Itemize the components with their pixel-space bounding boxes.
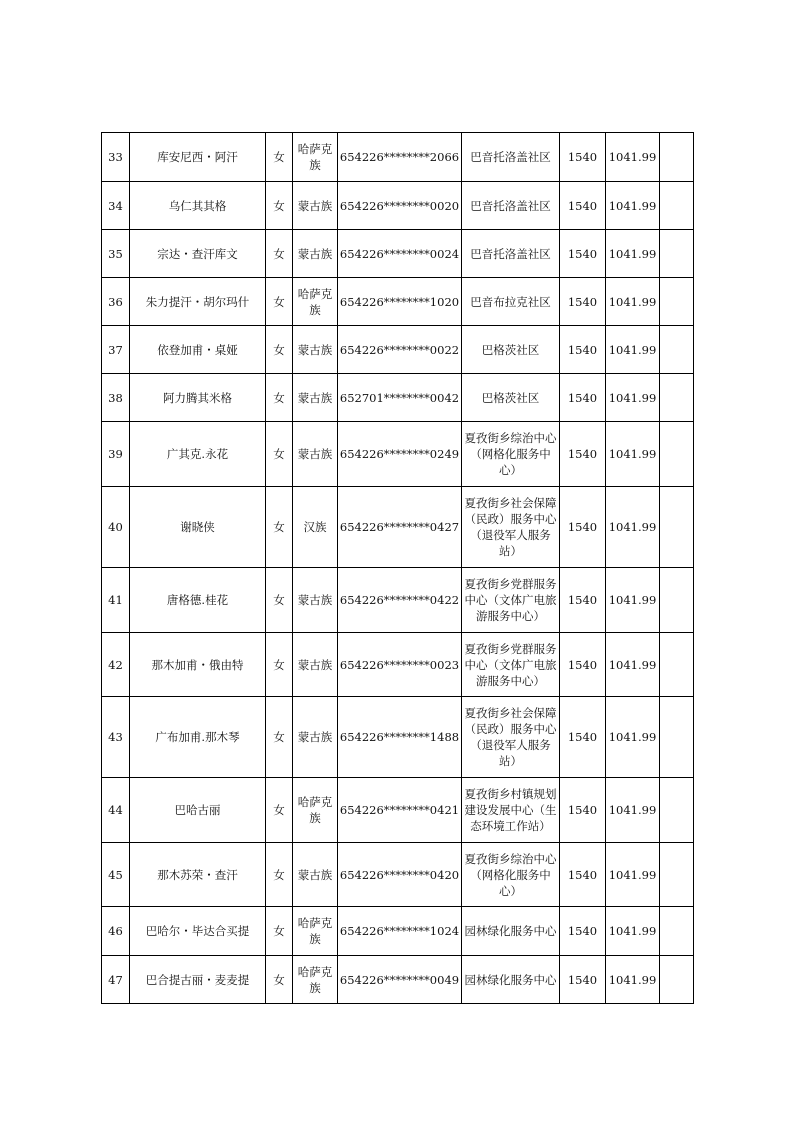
ethnicity-cell: 蒙古族 <box>293 326 338 374</box>
note-cell <box>660 487 694 568</box>
note-cell <box>660 568 694 633</box>
gender-cell: 女 <box>266 182 293 230</box>
table-row <box>102 182 694 230</box>
amount-b-cell: 1041.99 <box>606 278 660 326</box>
person-name-cell: 乌仁其其格 <box>130 182 266 230</box>
work-unit-cell: 夏孜街乡党群服务中心（文体广电旅游服务中心） <box>462 568 560 633</box>
table-row <box>102 133 694 182</box>
person-name-cell: 那木加甫・俄由特 <box>130 633 266 697</box>
gender-cell: 女 <box>266 487 293 568</box>
ethnicity-cell: 蒙古族 <box>293 843 338 907</box>
id-number-cell: 654226********0427 <box>338 487 462 568</box>
row-number-cell: 47 <box>102 956 130 1004</box>
amount-a-cell: 1540 <box>560 326 606 374</box>
note-cell <box>660 422 694 487</box>
amount-a-cell: 1540 <box>560 487 606 568</box>
person-name-cell: 谢晓侠 <box>130 487 266 568</box>
table-row <box>102 230 694 278</box>
amount-b-cell: 1041.99 <box>606 697 660 778</box>
ethnicity-cell: 蒙古族 <box>293 568 338 633</box>
id-number-cell: 654226********0420 <box>338 843 462 907</box>
person-name-cell: 广其克.永花 <box>130 422 266 487</box>
gender-cell: 女 <box>266 907 293 956</box>
row-number-cell: 44 <box>102 778 130 843</box>
table-row <box>102 633 694 697</box>
row-number-cell: 41 <box>102 568 130 633</box>
row-number-cell: 37 <box>102 326 130 374</box>
row-number-cell: 40 <box>102 487 130 568</box>
table-row <box>102 778 694 843</box>
note-cell <box>660 697 694 778</box>
amount-b-cell: 1041.99 <box>606 133 660 182</box>
ethnicity-cell: 蒙古族 <box>293 230 338 278</box>
table-row <box>102 374 694 422</box>
gender-cell: 女 <box>266 326 293 374</box>
work-unit-cell: 夏孜街乡综治中心（网格化服务中心） <box>462 422 560 487</box>
ethnicity-cell: 蒙古族 <box>293 697 338 778</box>
amount-b-cell: 1041.99 <box>606 778 660 843</box>
table-row <box>102 422 694 487</box>
id-number-cell: 654226********2066 <box>338 133 462 182</box>
ethnicity-cell: 哈萨克族 <box>293 278 338 326</box>
amount-b-cell: 1041.99 <box>606 487 660 568</box>
amount-b-cell: 1041.99 <box>606 633 660 697</box>
amount-a-cell: 1540 <box>560 843 606 907</box>
gender-cell: 女 <box>266 956 293 1004</box>
gender-cell: 女 <box>266 843 293 907</box>
amount-b-cell: 1041.99 <box>606 230 660 278</box>
id-number-cell: 654226********0023 <box>338 633 462 697</box>
table-row <box>102 487 694 568</box>
amount-b-cell: 1041.99 <box>606 843 660 907</box>
note-cell <box>660 956 694 1004</box>
person-name-cell: 朱力提汗・胡尔玛什 <box>130 278 266 326</box>
work-unit-cell: 夏孜街乡党群服务中心（文体广电旅游服务中心） <box>462 633 560 697</box>
gender-cell: 女 <box>266 230 293 278</box>
note-cell <box>660 133 694 182</box>
id-number-cell: 654226********0024 <box>338 230 462 278</box>
person-name-cell: 依登加甫・桌娅 <box>130 326 266 374</box>
id-number-cell: 654226********0049 <box>338 956 462 1004</box>
amount-a-cell: 1540 <box>560 133 606 182</box>
row-number-cell: 36 <box>102 278 130 326</box>
row-number-cell: 46 <box>102 907 130 956</box>
person-name-cell: 广布加甫.那木琴 <box>130 697 266 778</box>
id-number-cell: 654226********1024 <box>338 907 462 956</box>
amount-a-cell: 1540 <box>560 278 606 326</box>
id-number-cell: 654226********1020 <box>338 278 462 326</box>
person-name-cell: 巴哈尔・毕达合买提 <box>130 907 266 956</box>
id-number-cell: 654226********0421 <box>338 778 462 843</box>
amount-b-cell: 1041.99 <box>606 956 660 1004</box>
note-cell <box>660 278 694 326</box>
amount-a-cell: 1540 <box>560 907 606 956</box>
person-name-cell: 宗达・查汗库文 <box>130 230 266 278</box>
person-name-cell: 那木苏荣・查汗 <box>130 843 266 907</box>
row-number-cell: 38 <box>102 374 130 422</box>
amount-a-cell: 1540 <box>560 182 606 230</box>
row-number-cell: 34 <box>102 182 130 230</box>
work-unit-cell: 园林绿化服务中心 <box>462 907 560 956</box>
work-unit-cell: 巴音托洛盖社区 <box>462 230 560 278</box>
gender-cell: 女 <box>266 422 293 487</box>
amount-b-cell: 1041.99 <box>606 568 660 633</box>
amount-a-cell: 1540 <box>560 633 606 697</box>
amount-a-cell: 1540 <box>560 778 606 843</box>
table-row <box>102 568 694 633</box>
note-cell <box>660 843 694 907</box>
amount-a-cell: 1540 <box>560 697 606 778</box>
work-unit-cell: 巴格茨社区 <box>462 326 560 374</box>
table-row <box>102 326 694 374</box>
table-row <box>102 907 694 956</box>
amount-b-cell: 1041.99 <box>606 326 660 374</box>
ethnicity-cell: 汉族 <box>293 487 338 568</box>
table-row <box>102 843 694 907</box>
gender-cell: 女 <box>266 278 293 326</box>
ethnicity-cell: 哈萨克族 <box>293 778 338 843</box>
work-unit-cell: 巴音布拉克社区 <box>462 278 560 326</box>
work-unit-cell: 巴音托洛盖社区 <box>462 182 560 230</box>
table-row <box>102 697 694 778</box>
row-number-cell: 33 <box>102 133 130 182</box>
ethnicity-cell: 蒙古族 <box>293 374 338 422</box>
table-row <box>102 956 694 1004</box>
gender-cell: 女 <box>266 374 293 422</box>
row-number-cell: 39 <box>102 422 130 487</box>
note-cell <box>660 778 694 843</box>
amount-a-cell: 1540 <box>560 422 606 487</box>
person-name-cell: 阿力腾其米格 <box>130 374 266 422</box>
amount-b-cell: 1041.99 <box>606 374 660 422</box>
work-unit-cell: 夏孜街乡综治中心（网格化服务中心） <box>462 843 560 907</box>
id-number-cell: 654226********0249 <box>338 422 462 487</box>
ethnicity-cell: 蒙古族 <box>293 633 338 697</box>
amount-b-cell: 1041.99 <box>606 422 660 487</box>
person-name-cell: 巴合提古丽・麦麦提 <box>130 956 266 1004</box>
ethnicity-cell: 哈萨克族 <box>293 956 338 1004</box>
work-unit-cell: 夏孜街乡村镇规划建设发展中心（生态环境工作站） <box>462 778 560 843</box>
person-name-cell: 库安尼西・阿汗 <box>130 133 266 182</box>
amount-a-cell: 1540 <box>560 230 606 278</box>
note-cell <box>660 326 694 374</box>
table-row <box>102 278 694 326</box>
work-unit-cell: 巴音托洛盖社区 <box>462 133 560 182</box>
gender-cell: 女 <box>266 133 293 182</box>
amount-a-cell: 1540 <box>560 956 606 1004</box>
ethnicity-cell: 蒙古族 <box>293 422 338 487</box>
id-number-cell: 652701********0042 <box>338 374 462 422</box>
note-cell <box>660 907 694 956</box>
work-unit-cell: 园林绿化服务中心 <box>462 956 560 1004</box>
id-number-cell: 654226********0422 <box>338 568 462 633</box>
person-name-cell: 唐格德.桂花 <box>130 568 266 633</box>
gender-cell: 女 <box>266 778 293 843</box>
note-cell <box>660 182 694 230</box>
note-cell <box>660 633 694 697</box>
row-number-cell: 43 <box>102 697 130 778</box>
work-unit-cell: 夏孜街乡社会保障（民政）服务中心（退役军人服务站） <box>462 487 560 568</box>
amount-a-cell: 1540 <box>560 568 606 633</box>
row-number-cell: 35 <box>102 230 130 278</box>
work-unit-cell: 夏孜街乡社会保障（民政）服务中心（退役军人服务站） <box>462 697 560 778</box>
amount-b-cell: 1041.99 <box>606 182 660 230</box>
person-name-cell: 巴哈古丽 <box>130 778 266 843</box>
row-number-cell: 45 <box>102 843 130 907</box>
amount-b-cell: 1041.99 <box>606 907 660 956</box>
work-unit-cell: 巴格茨社区 <box>462 374 560 422</box>
amount-a-cell: 1540 <box>560 374 606 422</box>
note-cell <box>660 374 694 422</box>
gender-cell: 女 <box>266 697 293 778</box>
gender-cell: 女 <box>266 633 293 697</box>
ethnicity-cell: 哈萨克族 <box>293 133 338 182</box>
id-number-cell: 654226********0022 <box>338 326 462 374</box>
gender-cell: 女 <box>266 568 293 633</box>
note-cell <box>660 230 694 278</box>
ethnicity-cell: 哈萨克族 <box>293 907 338 956</box>
id-number-cell: 654226********1488 <box>338 697 462 778</box>
id-number-cell: 654226********0020 <box>338 182 462 230</box>
ethnicity-cell: 蒙古族 <box>293 182 338 230</box>
roster-table <box>101 132 694 1004</box>
row-number-cell: 42 <box>102 633 130 697</box>
